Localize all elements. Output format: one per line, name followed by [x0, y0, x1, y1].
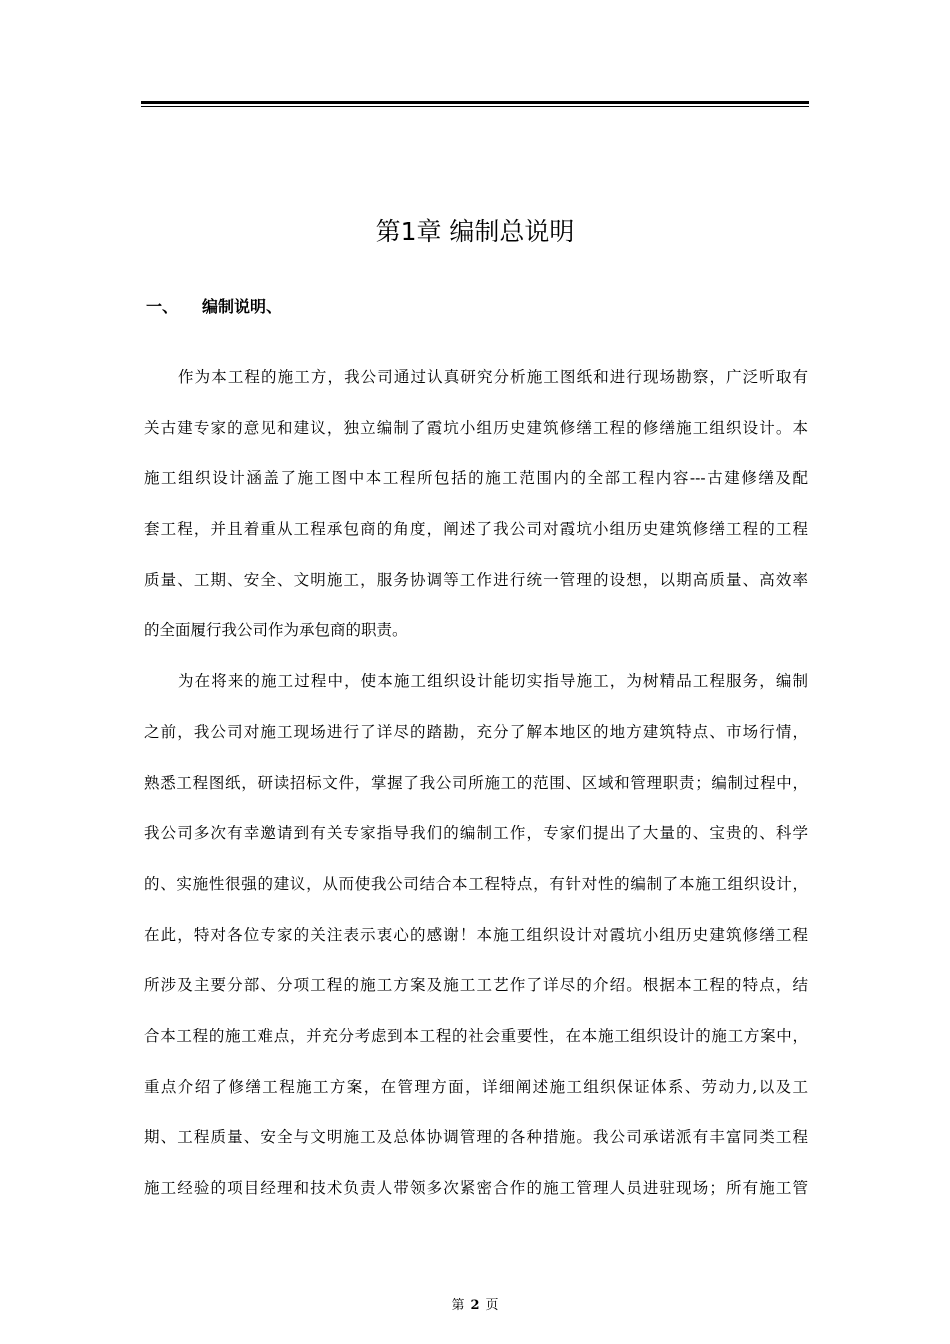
section-number: 一、: [146, 297, 179, 316]
header-rule-thick: [141, 101, 809, 104]
paragraph-2-line-3: 熟悉工程图纸，研读招标文件，掌握了我公司所施工的范围、区域和管理职责；编制过程中，: [144, 773, 808, 792]
header-rule: [141, 101, 809, 108]
body-text: [144, 352, 808, 1214]
paragraph-1-line-2: 关古建专家的意见和建议，独立编制了霞坑小组历史建筑修缮工程的修缮施工组织设计。本: [144, 418, 808, 437]
paragraph-2-line-5: 的、实施性很强的建议，从而使我公司结合本工程特点，有针对性的编制了本施工组织设计，: [144, 874, 808, 893]
paragraph-1-line-1: 作为本工程的施工方，我公司通过认真研究分析施工图纸和进行现场勘察，广泛听取有: [178, 368, 808, 386]
paragraph-2-line-4: 我公司多次有幸邀请到有关专家指导我们的编制工作，专家们提出了大量的、宝贵的、科学: [144, 824, 808, 843]
paragraph-1-line-6: 的全面履行我公司作为承包商的职责。: [144, 621, 408, 640]
footer-suffix: 页: [485, 1298, 499, 1313]
paragraph-2-line-2: 之前，我公司对施工现场进行了详尽的踏勘，充分了解本地区的地方建筑特点、市场行情，: [144, 722, 808, 741]
page-footer: [0, 1295, 950, 1317]
paragraph-2-line-7: 所涉及主要分部、分项工程的施工方案及施工工艺作了详尽的介绍。根据本工程的特点，结: [144, 976, 808, 995]
paragraph-1-line-4: 套工程，并且着重从工程承包商的角度，阐述了我公司对霞坑小组历史建筑修缮工程的工程: [144, 520, 808, 539]
paragraph-2-line-11: 施工经验的项目经理和技术负责人带领多次紧密合作的施工管理人员进驻现场；所有施工管: [144, 1179, 808, 1197]
paragraph-2-line-10: 期、工程质量、安全与文明施工及总体协调管理的各种措施。我公司承诺派有丰富同类工程: [144, 1128, 808, 1147]
paragraph-1-line-3: 施工组织设计涵盖了施工图中本工程所包括的施工范围内的全部工程内容---古建修缮及配: [144, 469, 808, 488]
paragraph-2-line-8: 合本工程的施工难点，并充分考虑到本工程的社会重要性，在本施工组织设计的施工方案中，: [144, 1026, 808, 1045]
footer-prefix: 第: [451, 1298, 465, 1313]
section-title: 编制说明、: [202, 297, 283, 316]
paragraph-2-line-1: 为在将来的施工过程中，使本施工组织设计能切实指导施工，为树精品工程服务，编制: [178, 672, 808, 691]
paragraph-2-line-6: 在此，特对各位专家的关注表示衷心的感谢！本施工组织设计对霞坑小组历史建筑修缮工程: [144, 925, 808, 944]
chapter-title: 第1章 编制总说明: [375, 217, 575, 246]
paragraph-1-line-5: 质量、工期、安全、文明施工，服务协调等工作进行统一管理的设想，以期高质量、高效率: [144, 570, 808, 589]
page-number: 2: [470, 1298, 480, 1313]
paragraph-2-line-9: 重点介绍了修缮工程施工方案，在管理方面，详细阐述施工组织保证体系、劳动力,以及工: [144, 1077, 808, 1096]
header-rule-thin: [141, 106, 809, 107]
